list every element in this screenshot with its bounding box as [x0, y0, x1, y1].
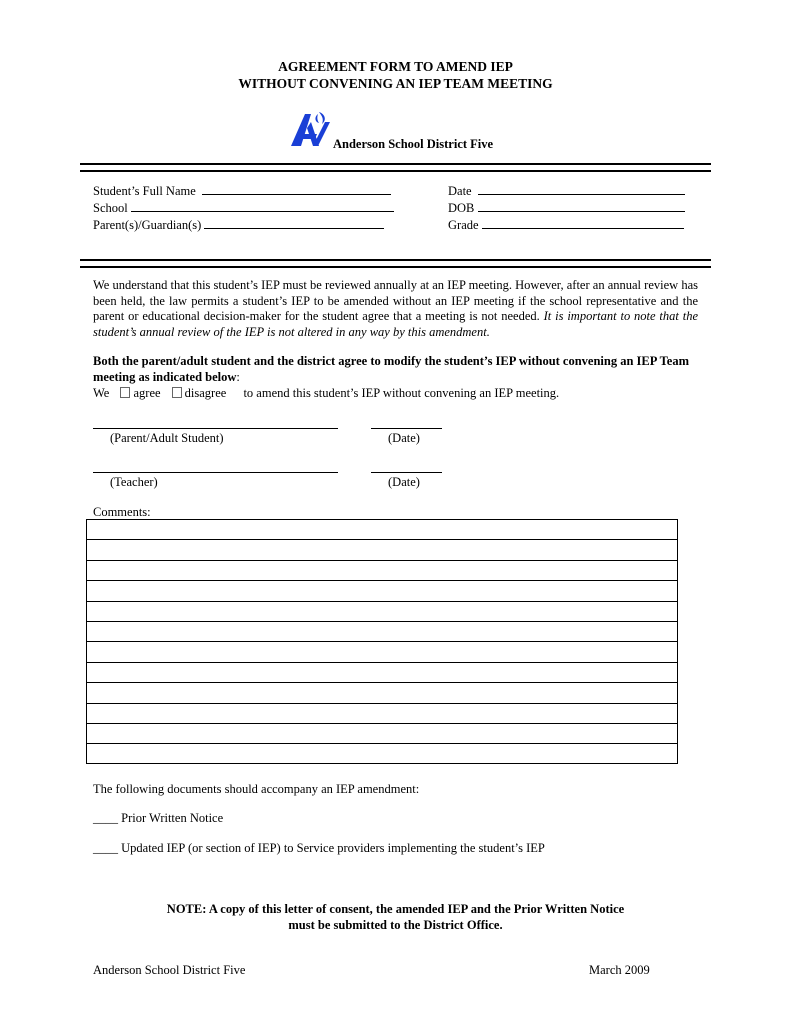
teacher-date-label: (Date)	[388, 475, 420, 489]
comments-label: Comments:	[93, 505, 151, 519]
comment-row[interactable]	[87, 622, 677, 642]
agreement-colon: :	[236, 369, 240, 384]
teacher-signature-label: (Teacher)	[110, 475, 158, 489]
disagree-checkbox[interactable]	[172, 387, 182, 398]
dob-label: DOB	[448, 201, 475, 215]
document-check-blank[interactable]: ____	[93, 841, 118, 855]
intro-paragraph	[93, 278, 698, 340]
comment-row[interactable]	[87, 683, 677, 703]
guardian-field[interactable]	[93, 216, 384, 234]
dob-line[interactable]	[478, 199, 685, 212]
agree-label: agree	[133, 386, 161, 400]
parent-date-line[interactable]	[371, 428, 442, 429]
agreement-tail: to amend this student’s IEP without convening an IEP meeting.	[243, 386, 560, 400]
comments-box[interactable]	[86, 519, 678, 764]
divider	[80, 259, 711, 268]
comment-row[interactable]	[87, 642, 677, 662]
teacher-signature-line[interactable]	[93, 472, 338, 473]
document-label: Prior Written Notice	[121, 811, 224, 825]
school-line[interactable]	[131, 199, 394, 212]
comment-row[interactable]	[87, 704, 677, 724]
intro-italic-text: It is important to note that the student’s annual review of the IEP is not altered in any way by this amendment.	[93, 309, 698, 339]
comment-row[interactable]	[87, 581, 677, 601]
note-line-2: must be submitted to the District Office.	[288, 918, 503, 932]
comment-row[interactable]	[87, 561, 677, 581]
parent-signature-label: (Parent/Adult Student)	[110, 431, 224, 445]
parent-date-label: (Date)	[388, 431, 420, 445]
comment-row[interactable]	[87, 744, 677, 764]
we-label: We	[93, 386, 110, 400]
school-field[interactable]	[93, 199, 394, 217]
date-line[interactable]	[478, 182, 685, 195]
note-line-1: NOTE: A copy of this letter of consent, the amended IEP and the Prior Written Notice	[166, 902, 625, 916]
district-name: Anderson School District Five	[333, 137, 494, 151]
comment-row[interactable]	[87, 540, 677, 560]
date-field[interactable]	[448, 182, 685, 200]
student-name-line[interactable]	[202, 182, 391, 195]
parent-signature-line[interactable]	[93, 428, 338, 429]
guardian-line[interactable]	[204, 216, 384, 229]
footer-right: March 2009	[589, 963, 650, 977]
divider	[80, 163, 711, 172]
footer-left: Anderson School District Five	[93, 963, 246, 977]
grade-label: Grade	[448, 218, 479, 232]
title-line-1: AGREEMENT FORM TO AMEND IEP	[278, 59, 513, 74]
date-label: Date	[448, 184, 472, 198]
comment-row[interactable]	[87, 724, 677, 744]
agree-checkbox[interactable]	[120, 387, 130, 398]
document-item	[93, 810, 223, 827]
disagree-label: disagree	[184, 386, 227, 400]
dob-field[interactable]	[448, 199, 685, 217]
agreement-statement	[93, 354, 703, 385]
document-check-blank[interactable]: ____	[93, 811, 118, 825]
grade-line[interactable]	[482, 216, 684, 229]
comment-row[interactable]	[87, 663, 677, 683]
district-logo-icon	[289, 108, 331, 148]
intro-text: We understand that this student’s IEP must be reviewed annually at an IEP meeting. However, after an annual review has been held, the law permits a student’s IEP to be amended without an IEP meeting if the school representative and the parent or educational decision-maker for the student agree that a meeting is not needed.	[93, 278, 698, 323]
document-label: Updated IEP (or section of IEP) to Service providers implementing the student’s IEP	[121, 841, 545, 855]
student-name-label: Student’s Full Name	[93, 184, 196, 198]
student-name-field[interactable]	[93, 182, 391, 200]
title-line-2: WITHOUT CONVENING AN IEP TEAM MEETING	[238, 76, 553, 91]
agreement-statement-text: Both the parent/adult student and the district agree to modify the student’s IEP without convening an IEP Team meeting as indicated below	[93, 354, 690, 384]
school-label: School	[93, 201, 128, 215]
document-item	[93, 840, 545, 857]
comment-row[interactable]	[87, 520, 677, 540]
comment-row[interactable]	[87, 602, 677, 622]
agreement-choice-row	[93, 385, 559, 402]
grade-field[interactable]	[448, 216, 684, 234]
teacher-date-line[interactable]	[371, 472, 442, 473]
guardian-label: Parent(s)/Guardian(s)	[93, 218, 202, 232]
documents-intro: The following documents should accompany an IEP amendment:	[93, 782, 420, 796]
